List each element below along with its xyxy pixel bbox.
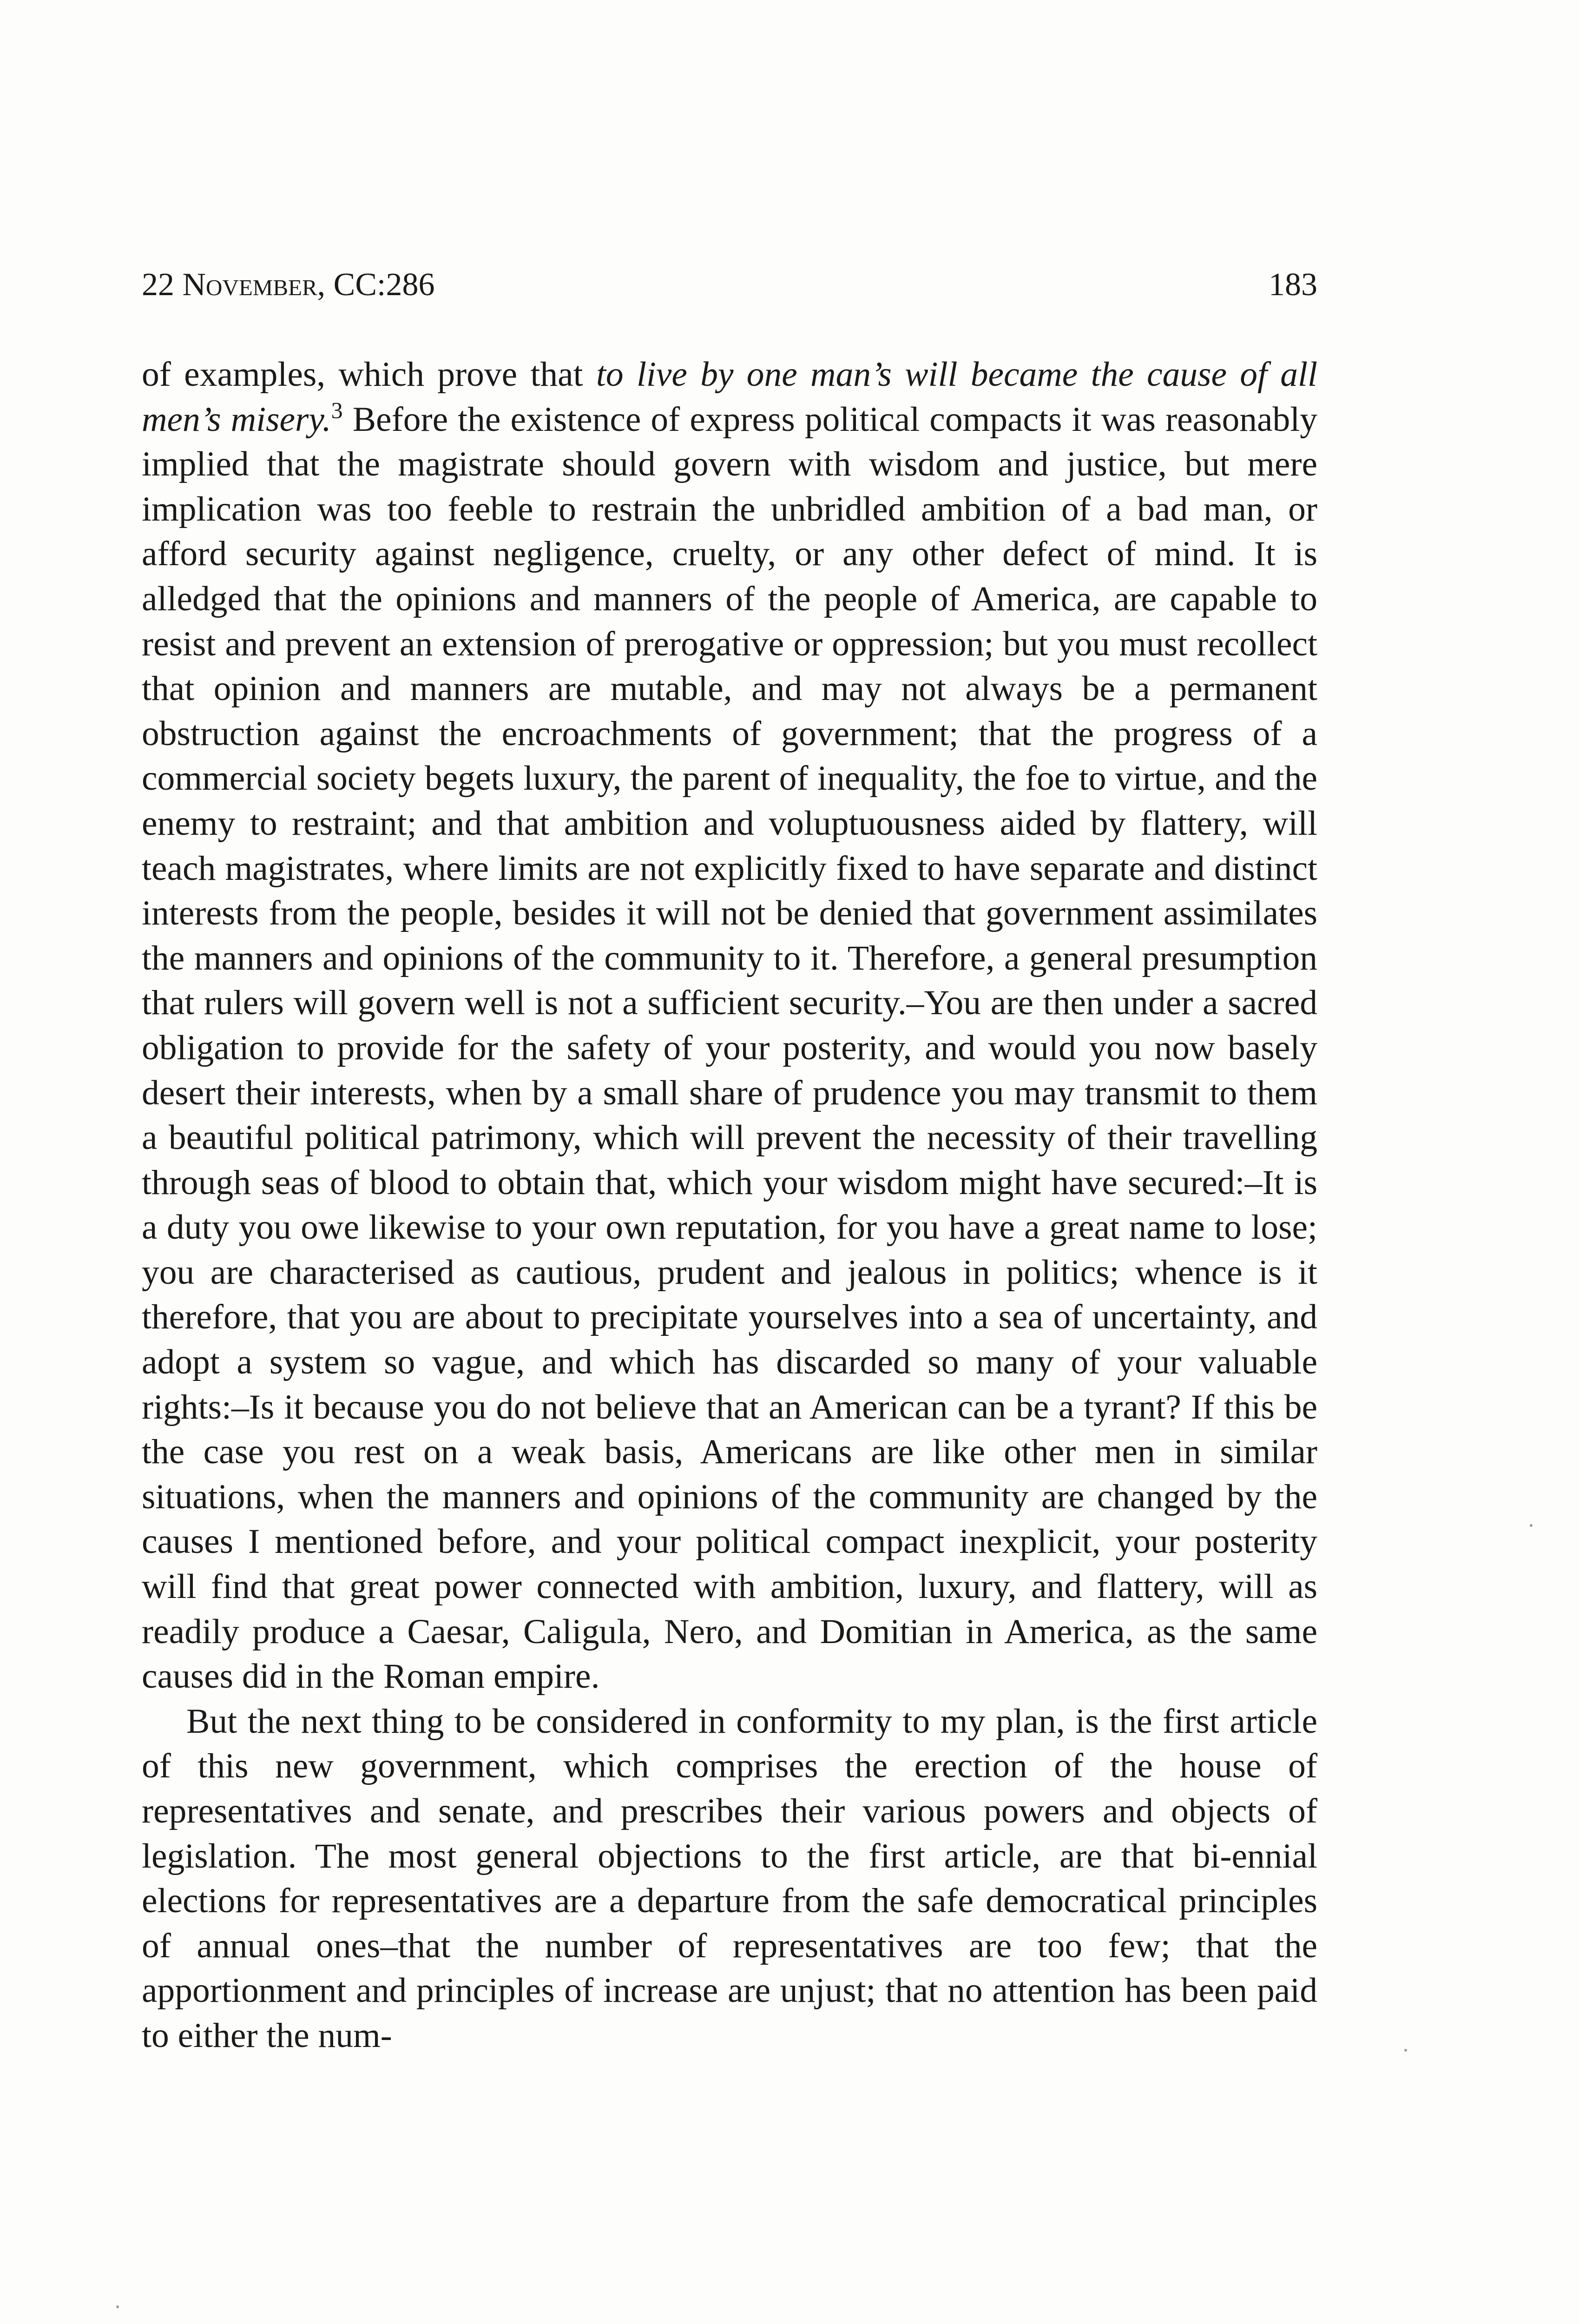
page-number: 183 bbox=[1269, 267, 1317, 303]
scan-speck bbox=[1404, 2049, 1407, 2052]
paragraph-1-quote: to live by one man’s will became the cause of all men’s misery. bbox=[142, 355, 1317, 439]
paragraph-1 bbox=[142, 352, 1317, 1699]
paragraph-1-lead: of examples, which prove that bbox=[142, 355, 596, 394]
footnote-reference: 3 bbox=[331, 397, 343, 423]
body-text bbox=[142, 352, 1317, 2059]
scan-speck bbox=[1530, 1524, 1533, 1527]
paragraph-1-text: Before the existence of express political compacts it was reasonably implied that the magistrate should govern with wisdom and justice, but mere implication was too feeble to restrain the unbridled ambition of a bad man, or afford security against negligence, cruelty, or any other defect of mind. It is alledged that the opinions and manners of the people of America, are capable to resist and prevent an extension of prerogative or oppression; but you must recollect that opinion and manners are mutable, and may not always be a permanent obstruction against the encroachments of government; that the progress of a commercial society begets luxury, the parent of inequality, the foe to virtue, and the enemy to restraint; and that ambition and voluptuousness aided by flattery, will teach magistrates, where limits are not explicitly fixed to have separate and distinct interests from the people, besides it will not be denied that government assimilates the manners and opinions of the community to it. Therefore, a general presumption that rulers will govern well is not a sufficient security.–You are then under a sacred obligation to provide for the safety of your posterity, and would you now basely desert their interests, when by a small share of prudence you may transmit to them a beautiful political patrimony, which will prevent the necessity of their travelling through seas of blood to obtain that, which your wisdom might have secured:–It is a duty you owe likewise to your own reputation, for you have a great name to lose; you are characterised as cautious, prudent and jealous in politics; whence is it therefore, that you are about to precipitate yourselves into a sea of uncertainty, and adopt a system so vague, and which has discarded so many of your valuable rights:–Is it because you do not believe that an American can be a tyrant? If this be the case you rest on a weak basis, Americans are like other men in similar situations, when the manners and opinions of the community are changed by the causes I mentioned before, and your political compact inexplicit, your posterity will find that great power connected with ambition, luxury, and flattery, will as readily produce a Caesar, Caligula, Nero, and Domitian in America, as the same causes did in the Roman empire. bbox=[142, 400, 1317, 1696]
running-head bbox=[142, 264, 1317, 306]
running-head-title bbox=[142, 264, 434, 306]
running-head-date: 22 bbox=[142, 267, 174, 303]
running-head-month: November bbox=[182, 267, 317, 303]
scan-speck bbox=[116, 2305, 119, 2308]
paragraph-2: But the next thing to be considered in conformity to my plan, is the first article of this new government, which comprises the erection of the house of representatives and senate, and prescribes their various powers and objects of legislation. The most general objections to the first article, are that bi-ennial elections for representatives are a departure from the safe democratical principles of annual ones–that the number of representatives are too few; that the apportionment and principles of increase are unjust; that no attention has been paid to either the num- bbox=[142, 1702, 1317, 2055]
running-head-document-ref: , CC:286 bbox=[317, 267, 435, 303]
